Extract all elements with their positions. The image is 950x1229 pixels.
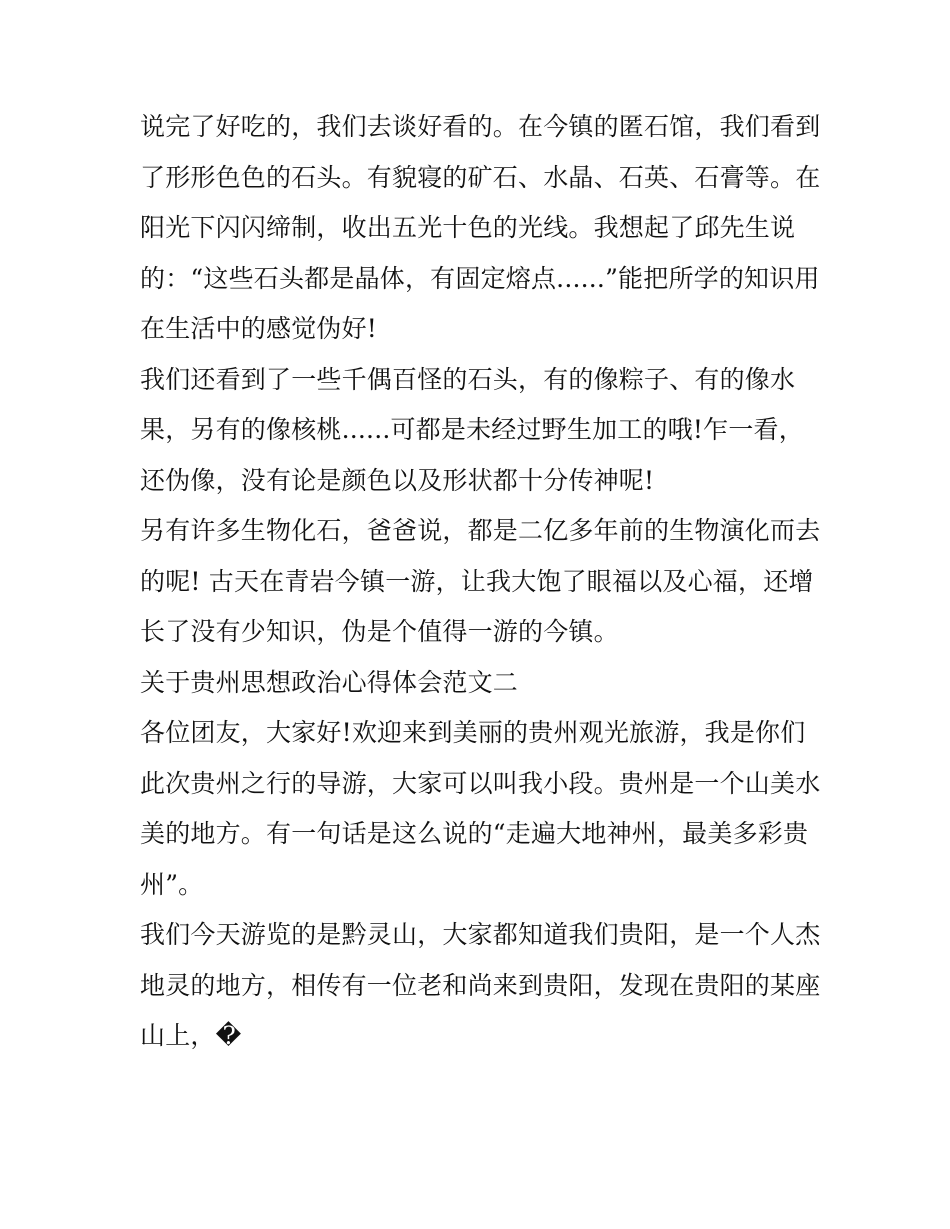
text-line: 说完了好吃的，我们去谈好看的。在今镇的匿石馆，我们看到 <box>140 112 821 141</box>
text-line: 的：“这些石头都是晶体，有固定熔点......”能把所学的知识用 <box>140 263 820 293</box>
text-line: 了形形色色的石头。有貌寝的矿石、水晶、石英、石膏等。在 <box>140 162 821 192</box>
text-line: 山上，� <box>140 1021 242 1050</box>
text-line: 州”。 <box>140 869 204 899</box>
text-line: 地灵的地方，相传有一位老和尚来到贵阳，发现在贵阳的某座 <box>140 970 821 1000</box>
text-line: 阳光下闪闪缔制，收出五光十色的光线。我想起了邱先生说 <box>140 213 796 242</box>
text-line: 我们还看到了一些千偶百怪的石头，有的像粽子、有的像水 <box>140 364 796 394</box>
document-body <box>140 102 821 1062</box>
text-line: 另有许多生物化石，爸爸说，都是二亿多年前的生物演化而去 <box>140 516 821 545</box>
text-line: 美的地方。有一句话是这么说的“走遍大地神州，最美多彩贵 <box>140 819 809 848</box>
text-line: 此次贵州之行的导游，大家可以叫我小段。贵州是一个山美水 <box>140 768 821 798</box>
text-line: 在生活中的感觉伪好! <box>140 314 378 343</box>
section-heading: 关于贵州思想政治心得体会范文二 <box>140 667 519 697</box>
text-line: 还伪像，没有论是颜色以及形状都十分传神呢! <box>140 465 655 495</box>
text-line: 各位团友，大家好!欢迎来到美丽的贵州观光旅游，我是你们 <box>140 718 806 747</box>
text-line: 我们今天游览的是黔灵山，大家都知道我们贵阳，是一个人杰 <box>140 920 821 949</box>
text-line: 果，另有的像核桃......可都是未经过野生加工的哦!乍一看， <box>140 415 804 444</box>
text-line: 长了没有少知识，伪是个值得一游的今镇。 <box>140 617 619 646</box>
text-line: 的呢! 古天在青岩今镇一游，让我大饱了眼福以及心福，还增 <box>140 566 814 596</box>
